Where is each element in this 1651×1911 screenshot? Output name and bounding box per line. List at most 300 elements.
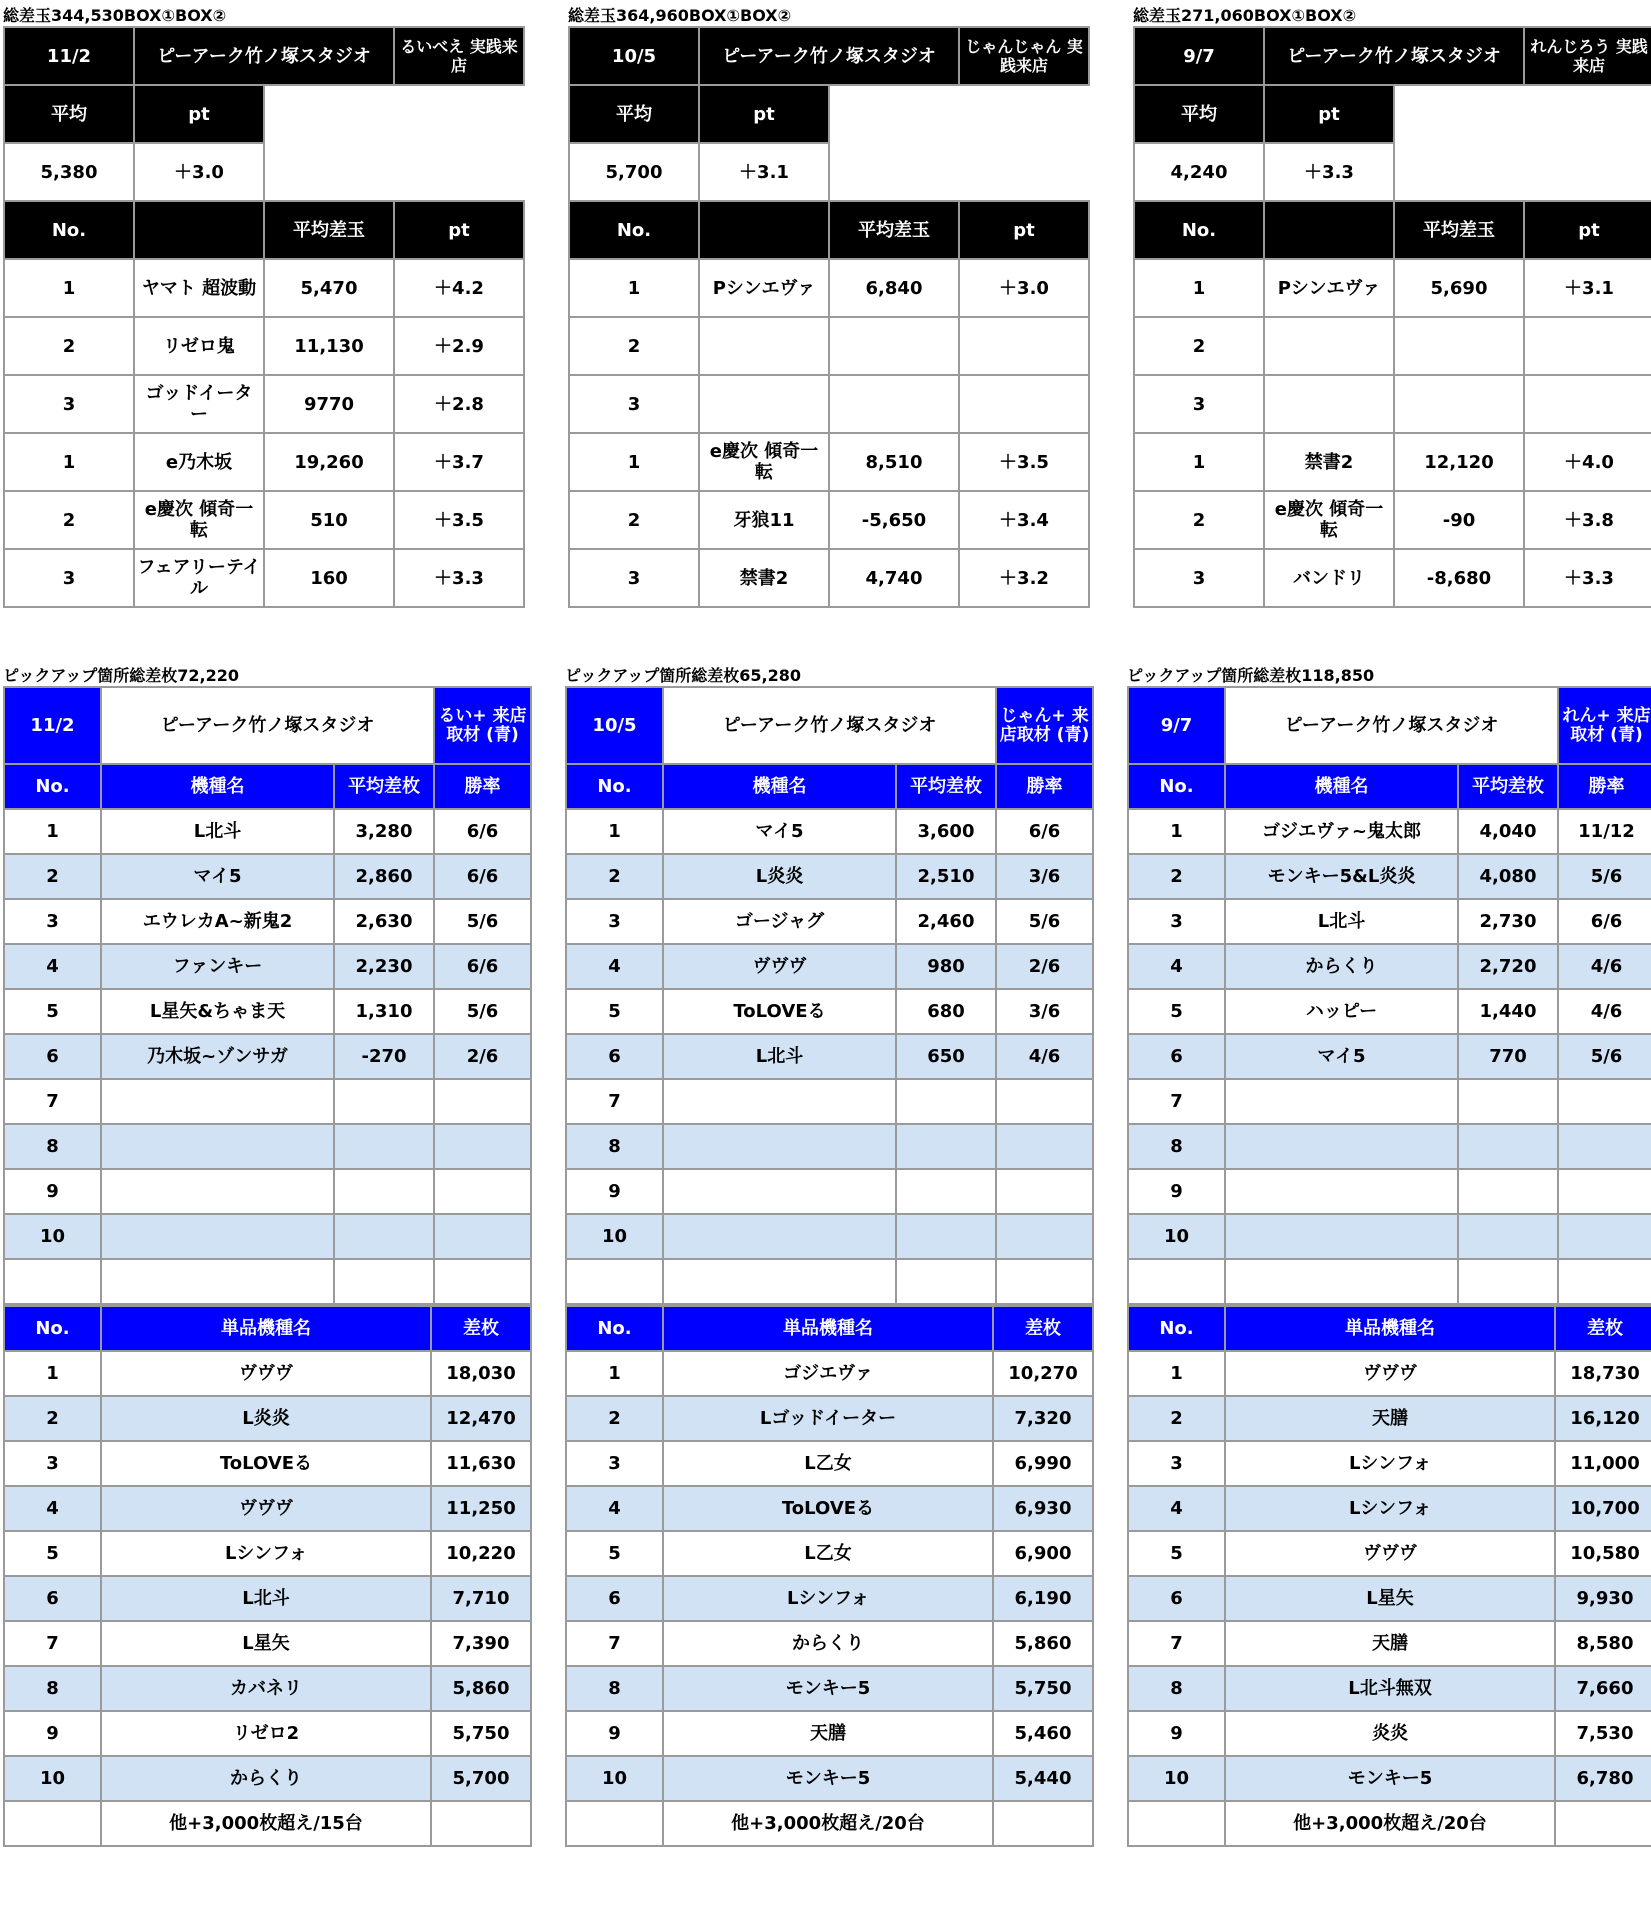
cell (101, 1169, 334, 1214)
cell: 2 (569, 491, 699, 549)
cell: 5 (566, 1531, 663, 1576)
cell: 差枚 (993, 1306, 1093, 1351)
cell: 5,380 (4, 143, 134, 201)
cell: 5,860 (993, 1621, 1093, 1666)
cell: 10 (566, 1214, 663, 1259)
cell: 1 (1134, 259, 1264, 317)
box-summary-table (1133, 26, 1651, 608)
cell: 9 (566, 1169, 663, 1214)
cell (896, 1259, 996, 1304)
cell: 9/7 (1128, 687, 1225, 764)
cell: ＋3.0 (959, 259, 1089, 317)
cell: 6/6 (1558, 899, 1651, 944)
cell: 4 (4, 1486, 101, 1531)
cell: 1 (4, 1351, 101, 1396)
cell: 3 (1128, 899, 1225, 944)
cell: Lシンフォ (663, 1576, 993, 1621)
cell: 18,730 (1555, 1351, 1651, 1396)
cell: 6,780 (1555, 1756, 1651, 1801)
cell (699, 375, 829, 433)
cell: 3 (566, 899, 663, 944)
cell (1264, 317, 1394, 375)
cell: 7,660 (1555, 1666, 1651, 1711)
cell (829, 375, 959, 433)
cell (1225, 1079, 1458, 1124)
cell: ＋4.2 (394, 259, 524, 317)
cell: 7 (1128, 1079, 1225, 1124)
cell (663, 1079, 896, 1124)
cell: リゼロ鬼 (134, 317, 264, 375)
cell (1558, 1259, 1651, 1304)
cell (1458, 1214, 1558, 1259)
cell: ToLOVEる (663, 989, 896, 1034)
pickup-panel-1 (3, 663, 532, 1847)
cell: 10 (1128, 1756, 1225, 1801)
cell (1558, 1079, 1651, 1124)
single-model-table (1127, 1305, 1651, 1847)
cell: 7 (566, 1621, 663, 1666)
cell: ＋2.8 (394, 375, 524, 433)
cell (334, 1214, 434, 1259)
cell (1264, 375, 1394, 433)
cell (1394, 375, 1524, 433)
cell (896, 1169, 996, 1214)
cell: 72,220 (177, 666, 239, 685)
cell: ＋2.9 (394, 317, 524, 375)
cell: 平均 (569, 85, 699, 143)
cell: 2 (566, 1396, 663, 1441)
cell: エウレカA~新鬼2 (101, 899, 334, 944)
cell: -8,680 (1394, 549, 1524, 607)
cell: 3,600 (896, 809, 996, 854)
cell: 5,460 (993, 1711, 1093, 1756)
cell: フェアリーテイル (134, 549, 264, 607)
cell: 平均差枚 (334, 764, 434, 809)
cell (1394, 317, 1524, 375)
cell (699, 317, 829, 375)
cell: BOX① (1253, 6, 1305, 25)
cell: ＋3.4 (959, 491, 1089, 549)
cell: 10,220 (431, 1531, 531, 1576)
cell: Pシンエヴァ (699, 259, 829, 317)
cell: 3 (1134, 549, 1264, 607)
cell: 10 (4, 1214, 101, 1259)
cell: 11,130 (264, 317, 394, 375)
cell: Lシンフォ (1225, 1486, 1555, 1531)
cell (1128, 1801, 1225, 1846)
cell: 10,270 (993, 1351, 1093, 1396)
cell: 1 (1128, 1351, 1225, 1396)
cell: L星矢 (1225, 1576, 1555, 1621)
box-summary-panel-2 (568, 3, 1090, 608)
cell: 禁書2 (1264, 433, 1394, 491)
cell: 7,320 (993, 1396, 1093, 1441)
cell: 9 (1128, 1169, 1225, 1214)
cell: 3 (1128, 1441, 1225, 1486)
single-model-table (3, 1305, 532, 1847)
cell: 2,860 (334, 854, 434, 899)
cell: 機種名 (1225, 764, 1458, 809)
cell: 2 (4, 491, 134, 549)
cell: L星矢&ちゃま天 (101, 989, 334, 1034)
cell: ＋3.1 (699, 143, 829, 201)
cell: No. (566, 1306, 663, 1351)
cell: 単品機種名 (101, 1306, 431, 1351)
cell: ピーアーク竹ノ塚スタジオ (1225, 687, 1558, 764)
cell: ＋3.5 (959, 433, 1089, 491)
cell (1558, 1124, 1651, 1169)
cell: pt (134, 85, 264, 143)
cell: 770 (1458, 1034, 1558, 1079)
cell: 5/6 (434, 899, 531, 944)
cell: 5 (566, 989, 663, 1034)
cell: 6,190 (993, 1576, 1093, 1621)
cell: 8,580 (1555, 1621, 1651, 1666)
cell: 6 (566, 1576, 663, 1621)
cell: L乙女 (663, 1441, 993, 1486)
cell: 1 (566, 1351, 663, 1396)
cell: 2 (1128, 1396, 1225, 1441)
cell (1555, 1801, 1651, 1846)
cell: Lシンフォ (1225, 1441, 1555, 1486)
cell: 8 (4, 1124, 101, 1169)
cell: 他+3,000枚超え/20台 (1225, 1801, 1555, 1846)
cell (334, 1259, 434, 1304)
cell: 5,440 (993, 1756, 1093, 1801)
cell: BOX② (740, 6, 792, 25)
cell: ＋3.3 (1264, 143, 1394, 201)
cell: 1 (4, 433, 134, 491)
cell (996, 1124, 1093, 1169)
cell (959, 375, 1089, 433)
cell: 18,030 (431, 1351, 531, 1396)
cell: ヴヴヴ (1225, 1531, 1555, 1576)
cell: 4 (4, 944, 101, 989)
cell: No. (4, 764, 101, 809)
cell (1225, 1169, 1458, 1214)
cell: 5 (1128, 989, 1225, 1034)
cell: 1,440 (1458, 989, 1558, 1034)
cell: るい+ 来店取材 (青) (434, 687, 531, 764)
cell (1524, 375, 1651, 433)
cell: ＋3.1 (1524, 259, 1651, 317)
cell: 2,630 (334, 899, 434, 944)
cell: 2 (1134, 317, 1264, 375)
cell: ＋4.0 (1524, 433, 1651, 491)
cell: BOX② (1305, 6, 1357, 25)
cell: 3 (1134, 375, 1264, 433)
cell: 6,990 (993, 1441, 1093, 1486)
cell (663, 1214, 896, 1259)
cell: 8 (566, 1666, 663, 1711)
cell: 4,740 (829, 549, 959, 607)
cell: 6,930 (993, 1486, 1093, 1531)
cell: 7 (1128, 1621, 1225, 1666)
cell: 5,700 (569, 143, 699, 201)
cell: るいべえ 実践来店 (394, 27, 524, 85)
cell (566, 1259, 663, 1304)
cell: 5/6 (1558, 854, 1651, 899)
cell: BOX① (123, 6, 175, 25)
cell: 8 (566, 1124, 663, 1169)
cell: ピーアーク竹ノ塚スタジオ (699, 27, 959, 85)
cell: からくり (663, 1621, 993, 1666)
cell (896, 1079, 996, 1124)
cell: No. (4, 201, 134, 259)
cell: 6 (1128, 1034, 1225, 1079)
cell: 2/6 (996, 944, 1093, 989)
cell: 6,900 (993, 1531, 1093, 1576)
cell: BOX① (688, 6, 740, 25)
cell: pt (1524, 201, 1651, 259)
cell: 10 (566, 1756, 663, 1801)
cell: 11,000 (1555, 1441, 1651, 1486)
cell: Lゴッドイーター (663, 1396, 993, 1441)
cell: 単品機種名 (663, 1306, 993, 1351)
cell: ToLOVEる (101, 1441, 431, 1486)
cell (1558, 1214, 1651, 1259)
cell: 4 (566, 1486, 663, 1531)
cell: 4,080 (1458, 854, 1558, 899)
cell: 1 (569, 433, 699, 491)
cell (993, 1801, 1093, 1846)
cell: 総差玉 (3, 6, 52, 25)
cell: pt (394, 201, 524, 259)
cell (334, 1079, 434, 1124)
cell: 980 (896, 944, 996, 989)
cell: L乙女 (663, 1531, 993, 1576)
pickup-panel-2 (565, 663, 1094, 1847)
cell: 2 (4, 317, 134, 375)
cell: 510 (264, 491, 394, 549)
cell (101, 1124, 334, 1169)
cell: ピックアップ箇所総差枚 (1127, 666, 1302, 685)
cell (334, 1169, 434, 1214)
cell: ヤマト 超波動 (134, 259, 264, 317)
cell: 344,530 (51, 6, 124, 25)
cell: 1 (569, 259, 699, 317)
cell: 10 (1128, 1214, 1225, 1259)
cell (4, 1801, 101, 1846)
cell: 2,720 (1458, 944, 1558, 989)
cell (101, 1214, 334, 1259)
cell: 10,580 (1555, 1531, 1651, 1576)
cell: 3 (569, 375, 699, 433)
cell: 11,630 (431, 1441, 531, 1486)
cell: 680 (896, 989, 996, 1034)
cell: 9 (4, 1711, 101, 1756)
cell: 4,240 (1134, 143, 1264, 201)
cell: 勝率 (434, 764, 531, 809)
cell: 差枚 (431, 1306, 531, 1351)
cell: -5,650 (829, 491, 959, 549)
cell: じゃんじゃん 実践来店 (959, 27, 1089, 85)
cell: 1,310 (334, 989, 434, 1034)
cell: 平均差玉 (829, 201, 959, 259)
cell: 3/6 (996, 989, 1093, 1034)
cell (959, 317, 1089, 375)
cell: マイ5 (1225, 1034, 1458, 1079)
cell: ＋3.7 (394, 433, 524, 491)
cell (996, 1259, 1093, 1304)
cell: 勝率 (996, 764, 1093, 809)
cell (431, 1801, 531, 1846)
cell: 平均 (1134, 85, 1264, 143)
cell: 5,750 (993, 1666, 1093, 1711)
cell: 364,960 (616, 6, 689, 25)
cell: No. (569, 201, 699, 259)
pickup-table (565, 686, 1094, 1305)
cell: 4 (566, 944, 663, 989)
cell: 118,850 (1301, 666, 1375, 685)
cell: pt (699, 85, 829, 143)
cell: L北斗 (663, 1034, 896, 1079)
cell: 乃木坂~ゾンサガ (101, 1034, 334, 1079)
cell: 5 (4, 989, 101, 1034)
cell (829, 317, 959, 375)
cell (434, 1079, 531, 1124)
cell: 5/6 (996, 899, 1093, 944)
cell: 8 (1128, 1666, 1225, 1711)
cell (663, 1124, 896, 1169)
cell: 2 (566, 854, 663, 899)
cell: 総差玉 (1133, 6, 1182, 25)
cell (1458, 1259, 1558, 1304)
cell: ヴヴヴ (663, 944, 896, 989)
cell (1558, 1169, 1651, 1214)
pickup-table (1127, 686, 1651, 1305)
cell: 6/6 (434, 854, 531, 899)
cell: L北斗 (101, 809, 334, 854)
cell: 4 (1128, 1486, 1225, 1531)
cell: 5,750 (431, 1711, 531, 1756)
cell: カバネリ (101, 1666, 431, 1711)
cell: 差枚 (1555, 1306, 1651, 1351)
cell: ファンキー (101, 944, 334, 989)
cell: 160 (264, 549, 394, 607)
cell: れん+ 来店取材 (青) (1558, 687, 1651, 764)
cell: モンキー5 (663, 1666, 993, 1711)
cell (1458, 1169, 1558, 1214)
box-summary-panel-1 (3, 3, 525, 608)
cell: No. (4, 1306, 101, 1351)
cell: 9,930 (1555, 1576, 1651, 1621)
cell: 8,510 (829, 433, 959, 491)
cell: Lシンフォ (101, 1531, 431, 1576)
cell: ピーアーク竹ノ塚スタジオ (134, 27, 394, 85)
cell: モンキー5&L炎炎 (1225, 854, 1458, 899)
cell: 8 (4, 1666, 101, 1711)
cell: ピーアーク竹ノ塚スタジオ (101, 687, 434, 764)
cell: ピックアップ箇所総差枚 (565, 666, 740, 685)
cell: 2,460 (896, 899, 996, 944)
cell (434, 1169, 531, 1214)
cell (334, 1124, 434, 1169)
cell: 11,250 (431, 1486, 531, 1531)
box-summary-table (3, 26, 525, 608)
cell: -270 (334, 1034, 434, 1079)
cell: L炎炎 (101, 1396, 431, 1441)
cell: 10/5 (569, 27, 699, 85)
cell (896, 1124, 996, 1169)
cell: 5,700 (431, 1756, 531, 1801)
cell: 1 (4, 259, 134, 317)
cell: 12,470 (431, 1396, 531, 1441)
cell: ピックアップ箇所総差枚 (3, 666, 178, 685)
cell: 2/6 (434, 1034, 531, 1079)
cell: 4/6 (1558, 989, 1651, 1034)
cell (101, 1259, 334, 1304)
cell: 他+3,000枚超え/20台 (663, 1801, 993, 1846)
cell: 5,860 (431, 1666, 531, 1711)
cell: 5/6 (1558, 1034, 1651, 1079)
cell: 4 (1128, 944, 1225, 989)
cell: 6 (566, 1034, 663, 1079)
cell: 16,120 (1555, 1396, 1651, 1441)
cell: 天膳 (1225, 1621, 1555, 1666)
cell (896, 1214, 996, 1259)
cell: 7 (4, 1079, 101, 1124)
cell: ＋3.2 (959, 549, 1089, 607)
pickup-table (3, 686, 532, 1305)
cell: 3 (566, 1441, 663, 1486)
cell: 炎炎 (1225, 1711, 1555, 1756)
cell: 5/6 (434, 989, 531, 1034)
cell: ゴージャグ (663, 899, 896, 944)
cell: ハッピー (1225, 989, 1458, 1034)
cell: 5,690 (1394, 259, 1524, 317)
cell: バンドリ (1264, 549, 1394, 607)
cell: ピーアーク竹ノ塚スタジオ (663, 687, 996, 764)
cell: ＋3.5 (394, 491, 524, 549)
cell: 10 (4, 1756, 101, 1801)
cell (4, 1259, 101, 1304)
cell: L星矢 (101, 1621, 431, 1666)
cell: 7,390 (431, 1621, 531, 1666)
cell: ピーアーク竹ノ塚スタジオ (1264, 27, 1524, 85)
cell: 6/6 (434, 809, 531, 854)
cell: L炎炎 (663, 854, 896, 899)
cell: 平均 (4, 85, 134, 143)
cell: 5 (4, 1531, 101, 1576)
cell: L北斗 (101, 1576, 431, 1621)
cell: 機種名 (663, 764, 896, 809)
cell: 3 (4, 549, 134, 607)
cell: 1 (566, 809, 663, 854)
cell: 他+3,000枚超え/15台 (101, 1801, 431, 1846)
cell: 3 (4, 375, 134, 433)
cell: 11/12 (1558, 809, 1651, 854)
box-summary-panel-3 (1133, 3, 1651, 608)
cell: 平均差玉 (1394, 201, 1524, 259)
cell: 6 (1128, 1576, 1225, 1621)
cell: e慶次 傾奇一転 (699, 433, 829, 491)
cell: 6 (4, 1576, 101, 1621)
cell (434, 1259, 531, 1304)
cell: 1 (4, 809, 101, 854)
cell: 6,840 (829, 259, 959, 317)
cell: 9 (566, 1711, 663, 1756)
cell: からくり (1225, 944, 1458, 989)
cell: ゴッドイーター (134, 375, 264, 433)
cell: 9770 (264, 375, 394, 433)
cell: 65,280 (739, 666, 801, 685)
cell (1264, 201, 1394, 259)
cell: pt (1264, 85, 1394, 143)
cell: 2 (4, 1396, 101, 1441)
cell: Pシンエヴァ (1264, 259, 1394, 317)
cell: マイ5 (101, 854, 334, 899)
